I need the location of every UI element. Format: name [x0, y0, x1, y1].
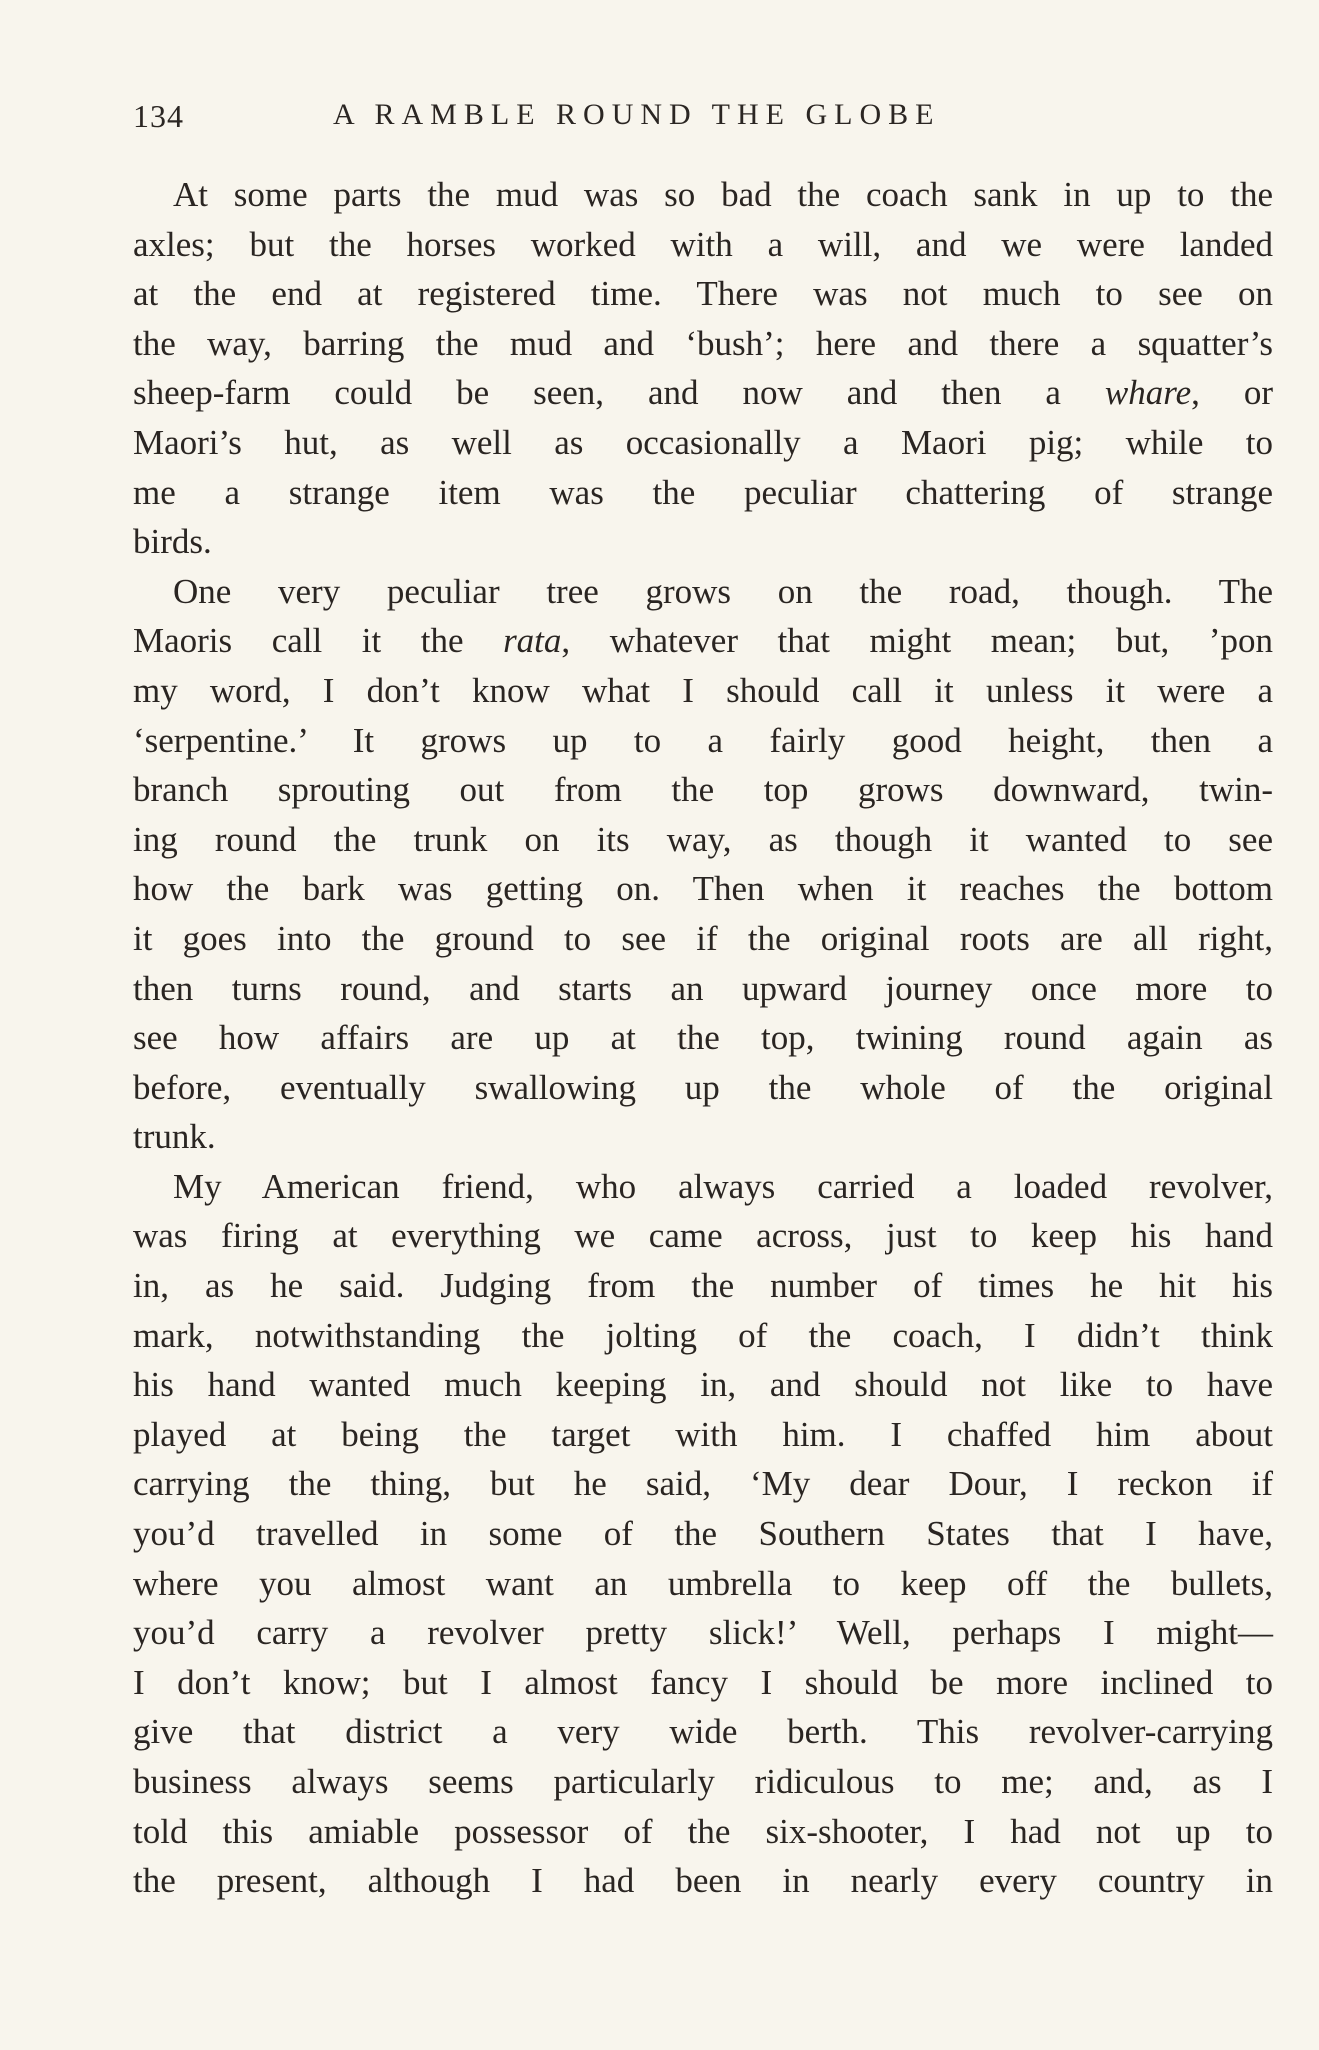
page-header	[133, 98, 1271, 138]
text-line: you’d travelled in some of the Southern States that I have,	[133, 1514, 1273, 1554]
text-line: axles; but the horses worked with a will, and we were landed	[133, 224, 1273, 264]
text-line: trunk.	[133, 1117, 216, 1157]
text-line: his hand wanted much keeping in, and should not like to have	[133, 1365, 1273, 1405]
text-line: the way, barring the mud and ‘bush’; here and there a squatter’s	[133, 323, 1273, 363]
text-line: Maori’s hut, as well as occasionally a Maori pig; while to	[133, 422, 1273, 462]
text-line: before, eventually swallowing up the whole of the original	[133, 1067, 1273, 1107]
text-line: how the bark was getting on. Then when it reaches the bottom	[133, 869, 1273, 909]
text-line: in, as he said. Judging from the number of times he hit his	[133, 1266, 1273, 1306]
text-line: give that district a very wide berth. This revolver-carrying	[133, 1712, 1273, 1752]
text-line: Maoris call it the rata, whatever that might mean; but, ’pon	[133, 621, 1273, 661]
paragraph	[133, 567, 1273, 1162]
text-line: then turns round, and starts an upward journey once more to	[133, 968, 1273, 1008]
italic-word: whare	[1104, 373, 1192, 413]
text-line: mark, notwithstanding the jolting of the coach, I didn’t think	[133, 1315, 1273, 1355]
text-line: business always seems particularly ridiculous to me; and, as I	[133, 1762, 1273, 1801]
text-line: carrying the thing, but he said, ‘My dear Dour, I reckon if	[133, 1464, 1273, 1504]
text-line: see how affairs are up at the top, twining round again as	[133, 1018, 1273, 1058]
body-text	[133, 170, 1273, 1906]
page-number: 134	[133, 98, 184, 134]
italic-word: rata	[503, 621, 562, 661]
text-line: My American friend, who always carried a loaded revolver,	[173, 1166, 1273, 1206]
text-line: ‘serpentine.’ It grows up to a fairly good height, then a	[133, 720, 1273, 760]
text-line: ing round the trunk on its way, as though it wanted to see	[133, 819, 1273, 859]
text-line: played at being the target with him. I chaffed him about	[133, 1414, 1273, 1454]
text-line: At some parts the mud was so bad the coach sank in up to the	[173, 175, 1273, 214]
paragraph	[133, 170, 1273, 567]
running-title: A RAMBLE ROUND THE GLOBE	[333, 98, 941, 131]
text-line: it goes into the ground to see if the original roots are all right,	[133, 918, 1273, 958]
text-line: you’d carry a revolver pretty slick!’ Well, perhaps I might—	[133, 1613, 1273, 1653]
text-line: me a strange item was the peculiar chattering of strange	[133, 472, 1273, 512]
paragraph	[133, 1162, 1273, 1906]
text-line: I don’t know; but I almost fancy I should be more inclined to	[133, 1662, 1273, 1702]
text-line: sheep-farm could be seen, and now and then a whare, or	[133, 373, 1273, 413]
text-line: my word, I don’t know what I should call it unless it were a	[133, 670, 1273, 710]
text-line: branch sprouting out from the top grows downward, twin-	[133, 770, 1273, 810]
text-line: where you almost want an umbrella to keep off the bullets,	[133, 1563, 1273, 1603]
text-line: One very peculiar tree grows on the road, though. The	[173, 571, 1273, 611]
text-line: the present, although I had been in nearly every country in	[133, 1861, 1273, 1901]
text-line: told this amiable possessor of the six-shooter, I had not up to	[133, 1811, 1273, 1851]
text-line: at the end at registered time. There was not much to see on	[133, 274, 1273, 314]
text-line: birds.	[133, 522, 212, 562]
text-line: was firing at everything we came across, just to keep his hand	[133, 1216, 1273, 1256]
